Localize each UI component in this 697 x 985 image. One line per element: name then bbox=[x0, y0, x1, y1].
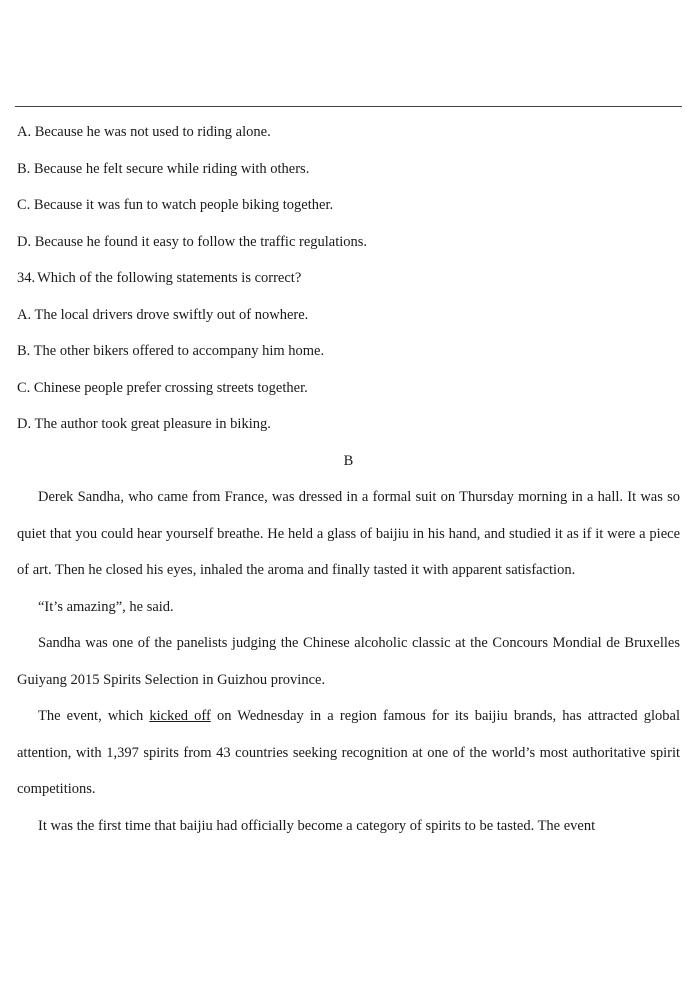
option-text: Because it was fun to watch people biking together. bbox=[33, 197, 334, 213]
document-body bbox=[17, 114, 680, 844]
option-33-b bbox=[17, 151, 680, 188]
header-divider bbox=[15, 106, 682, 107]
question-number: 34. bbox=[17, 270, 36, 286]
paragraph-2: “It’s amazing”, he said. bbox=[38, 598, 174, 615]
option-text: Chinese people prefer crossing streets together. bbox=[33, 379, 308, 396]
option-33-a bbox=[17, 114, 680, 151]
paragraph-3: Sandha was one of the panelists judging the Chinese alcoholic classic at the Concours Mondial de Bruxelles Guiyang 2015 Spirits Selection in Guizhou province. bbox=[17, 635, 680, 688]
option-text: The local drivers drove swiftly out of nowhere. bbox=[34, 306, 309, 323]
option-34-d bbox=[17, 406, 680, 443]
question-text: Which of the following statements is correct? bbox=[37, 270, 302, 286]
paragraph-5: It was the first time that baijiu had officially become a category of spirits to be tasted. The event bbox=[38, 817, 596, 834]
option-text: The other bikers offered to accompany him home. bbox=[33, 343, 325, 359]
underlined-phrase: kicked off bbox=[149, 708, 211, 724]
option-33-c bbox=[17, 187, 680, 224]
option-text: Because he felt secure while riding with others. bbox=[33, 160, 310, 177]
section-heading: B bbox=[343, 452, 354, 469]
option-text: Because he found it easy to follow the traffic regulations. bbox=[34, 233, 368, 250]
option-33-d bbox=[17, 224, 680, 261]
option-34-a bbox=[17, 297, 680, 334]
option-letter: C. bbox=[17, 197, 31, 213]
option-text: Because he was not used to riding alone. bbox=[34, 124, 271, 140]
option-letter: A. bbox=[17, 306, 32, 323]
option-34-b bbox=[17, 333, 680, 370]
option-letter: A. bbox=[17, 124, 32, 140]
paragraph-4 bbox=[17, 698, 680, 808]
paragraph-4-start: The event, which bbox=[38, 708, 150, 724]
paragraph-4-end: on Wednesday in a region famous for its baijiu brands, has attracted global attention, with 1,397 spirits from 43 countries seeking recognition at one of the world’s most authoritative spirit competitions. bbox=[17, 708, 680, 797]
option-letter: D. bbox=[17, 416, 32, 432]
option-letter: C. bbox=[17, 379, 31, 396]
option-letter: B. bbox=[17, 343, 31, 359]
option-text: The author took great pleasure in biking. bbox=[34, 416, 271, 432]
option-letter: B. bbox=[17, 160, 31, 177]
option-letter: D. bbox=[17, 233, 32, 250]
paragraph-1: Derek Sandha, who came from France, was dressed in a formal suit on Thursday morning in a hall. It was so quiet that you could hear yourself breathe. He held a glass of baijiu in his hand, and studied it as if it were a piece of art. Then he closed his eyes, inhaled the aroma and finally tasted it with apparent satisfaction. bbox=[17, 489, 680, 578]
option-34-c bbox=[17, 370, 680, 407]
question-34 bbox=[17, 260, 680, 297]
